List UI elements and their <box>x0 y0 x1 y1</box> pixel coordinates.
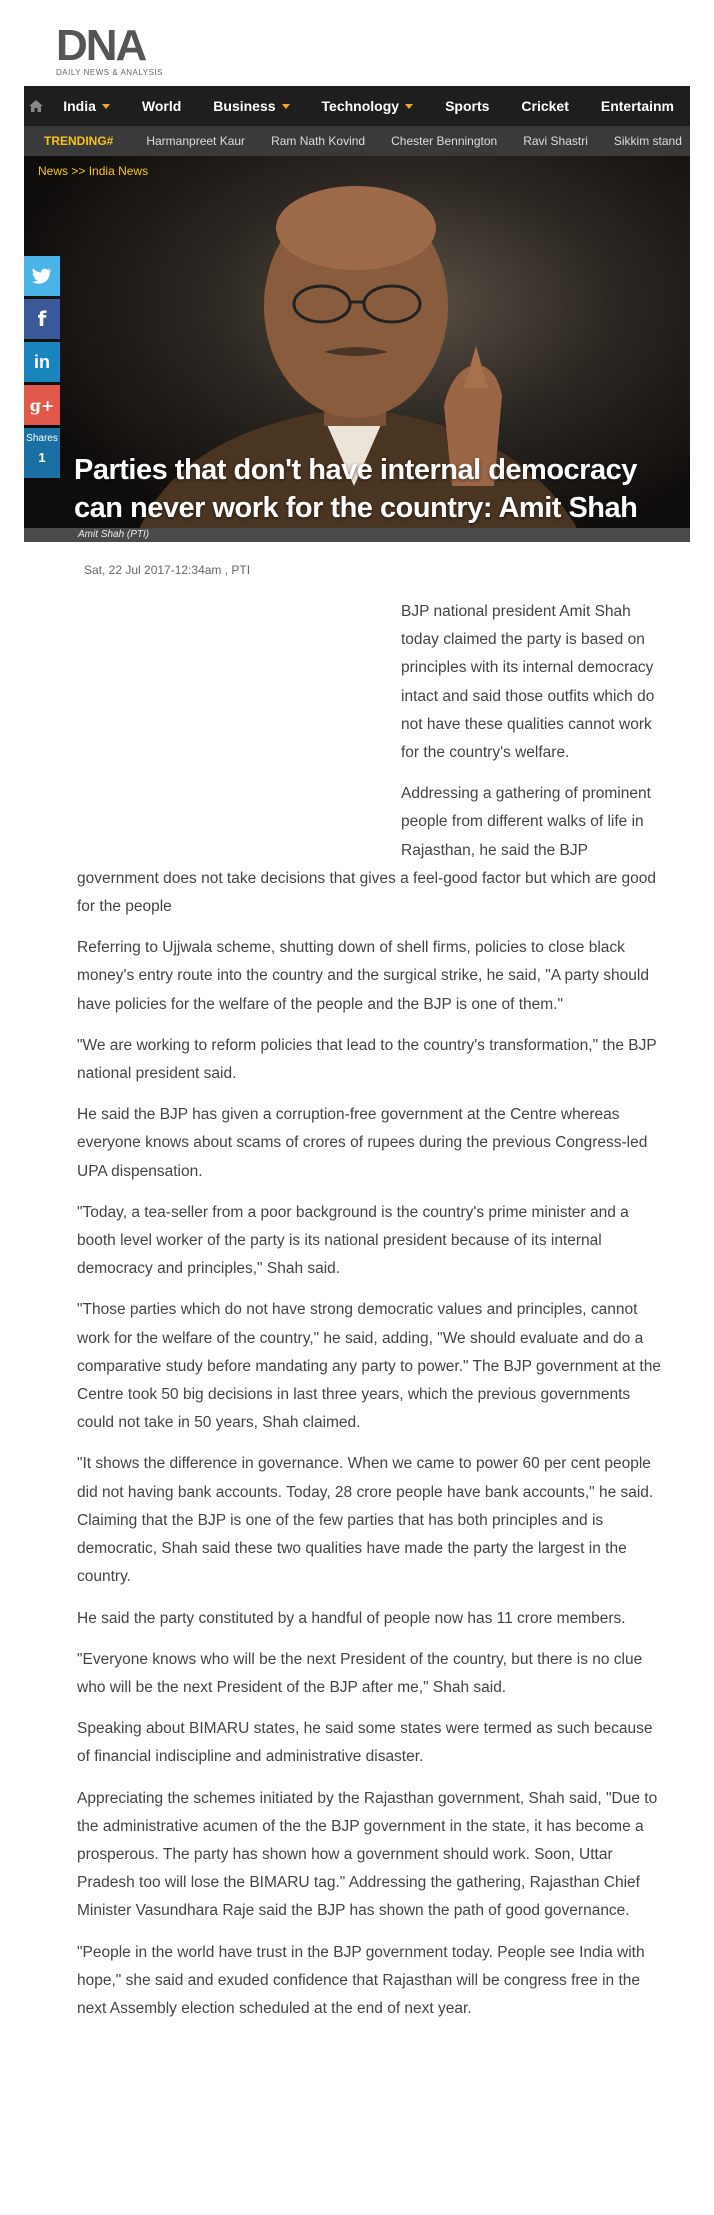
breadcrumb <box>38 164 148 178</box>
googleplus-icon: g+ <box>29 395 55 415</box>
nav-label: Business <box>213 98 276 114</box>
ad-space <box>77 598 401 854</box>
nav-label: Technology <box>321 98 400 114</box>
image-caption-bar <box>24 528 690 542</box>
shares-label: Shares <box>26 433 58 444</box>
facebook-icon: f <box>37 307 47 331</box>
nav-item-sports[interactable] <box>429 98 505 114</box>
linkedin-icon: in <box>34 351 50 372</box>
shares-count: 1 <box>38 450 46 465</box>
linkedin-share-button[interactable] <box>24 342 60 382</box>
breadcrumb-news[interactable]: News <box>38 164 69 178</box>
nav-item-india[interactable] <box>47 98 126 114</box>
main-nav <box>24 86 690 126</box>
nav-label: India <box>63 98 96 114</box>
breadcrumb-india-news[interactable]: India News <box>88 164 149 178</box>
share-count-badge <box>24 428 60 478</box>
nav-item-world[interactable] <box>126 98 197 114</box>
image-caption: Amit Shah (PTI) <box>78 529 150 540</box>
nav-label: World <box>141 98 182 114</box>
breadcrumb-separator: >> <box>71 164 86 178</box>
logo-tagline: DAILY NEWS & ANALYSIS <box>56 68 163 77</box>
chevron-down-icon <box>405 104 413 109</box>
trending-link[interactable]: Ram Nath Kovind <box>271 134 366 148</box>
dateline: Sat, 22 Jul 2017-12:34am , PTI <box>84 563 251 577</box>
nav-label: Entertainm <box>600 98 674 114</box>
nav-item-entertainment[interactable] <box>585 98 690 114</box>
article-paragraph: "Today, a tea-seller from a poor background is the country's prime minister and a booth level worker of the party is its national president because of its internal democracy and principles," Shah said. <box>77 1203 629 1278</box>
article-paragraph: Addressing a gathering of prominent people from different walks of life in Rajasthan, he said the BJP government does not take decisions that gives a feel-good factor but which are good for the people <box>77 785 657 916</box>
article-body <box>77 598 667 2036</box>
trending-link[interactable]: Ravi Shastri <box>523 134 588 148</box>
nav-item-technology[interactable] <box>306 98 430 114</box>
nav-item-cricket[interactable] <box>505 98 584 114</box>
nav-label: Cricket <box>521 98 569 114</box>
article-paragraph: "Everyone knows who will be the next President of the country, but there is no clue who will be the next President of the BJP after me," Shah said. <box>77 1650 643 1696</box>
article-paragraph: "We are working to reform policies that lead to the country's transformation," the BJP national president said. <box>77 1036 657 1083</box>
article-paragraph: He said the party constituted by a handful of people now has 11 crore members. <box>77 1609 626 1627</box>
article-paragraph: He said the BJP has given a corruption-free government at the Centre whereas everyone knows about scams of crores of rupees during the previous Congress-led UPA dispensation. <box>77 1106 648 1180</box>
facebook-share-button[interactable] <box>24 299 60 339</box>
article-paragraph: "People in the world have trust in the BJP government today. People see India with hope," she said and exuded confidence that Rajasthan will be congress free in the next Assembly election scheduled at the end of next year. <box>77 1943 645 2017</box>
article-paragraph: Speaking about BIMARU states, he said some states were termed as such because of financial indiscipline and administrative disaster. <box>77 1720 653 1766</box>
trending-bar <box>24 126 690 156</box>
home-icon[interactable] <box>24 86 47 126</box>
chevron-down-icon <box>102 104 110 109</box>
article-paragraph: Appreciating the schemes initiated by the Rajasthan government, Shah said, "Due to the administrative acumen of the the BJP government in the state, it has become a prosperous. The party has shown how a government should work. Soon, Uttar Pradesh too will lose the BIMARU tag." Addressing the gathering, Rajasthan Chief Minister Vasundhara Raje said the BJP has shown the path of good governance. <box>77 1789 658 1920</box>
logo-name: DNA <box>56 21 146 70</box>
page-title: Parties that don't have internal democracy can never work for the country: Amit Shah <box>74 454 638 524</box>
hero-image <box>24 156 690 542</box>
article-paragraph: "Those parties which do not have strong democratic values and principles, cannot work for the welfare of the country," he said, adding, "We should evaluate and do a comparative study before mandating any party to power." The BJP government at the Centre took 50 big decisions in last three years, which the previous governments could not take in 50 years, Shah claimed. <box>77 1301 661 1432</box>
trending-link[interactable]: Sikkim stand <box>613 134 682 148</box>
site-logo[interactable] <box>56 21 166 80</box>
twitter-share-button[interactable] <box>24 256 60 296</box>
article-paragraph: BJP national president Amit Shah today claimed the party is based on principles with its internal democracy intact and said those outfits which do not have these qualities cannot work for the country's welfare. <box>401 603 655 762</box>
chevron-down-icon <box>282 104 290 109</box>
article-paragraph: "It shows the difference in governance. When we came to power 60 per cent people did not having bank accounts. Today, 28 crore people have bank accounts," he said. Claiming that the BJP is one of the few parties that has both principles and is democratic, Shah said these two qualities have made the party the largest in the country. <box>77 1455 654 1586</box>
nav-item-business[interactable] <box>197 98 305 114</box>
trending-link[interactable]: Harmanpreet Kaur <box>146 134 246 148</box>
twitter-icon <box>32 268 52 284</box>
googleplus-share-button[interactable] <box>24 385 60 425</box>
article-paragraph: Referring to Ujjwala scheme, shutting down of shell firms, policies to close black money's entry route into the country and the surgical strike, he said, "A party should have policies for the welfare of the people and the BJP is one of them." <box>77 939 649 1013</box>
trending-label: TRENDING# <box>44 134 114 148</box>
nav-label: Sports <box>445 98 490 114</box>
trending-link[interactable]: Chester Bennington <box>391 134 498 148</box>
